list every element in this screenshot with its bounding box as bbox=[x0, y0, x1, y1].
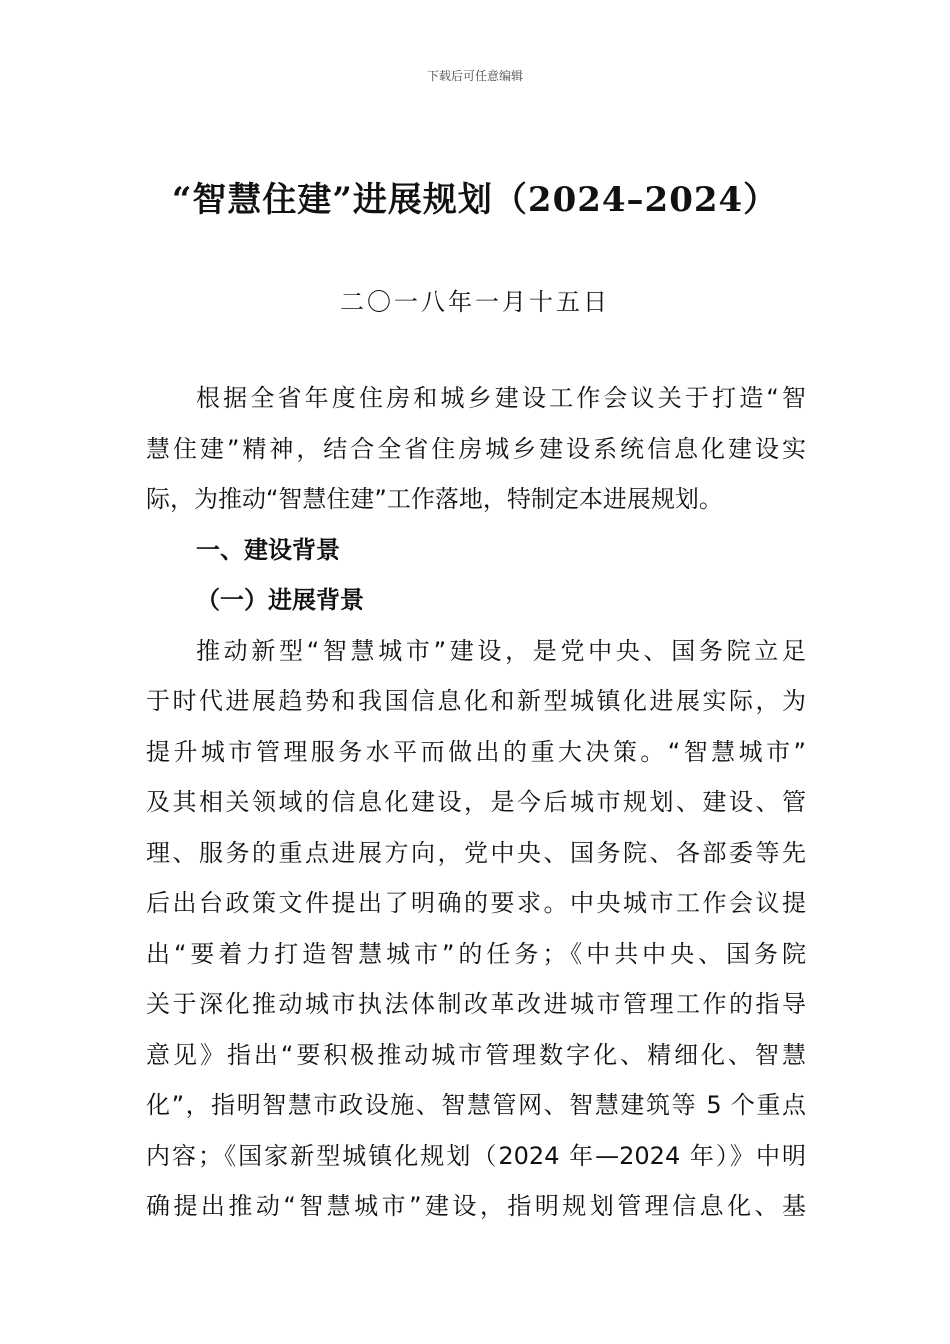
paragraph-line: 际，为推动“智慧住建”工作落地，特制定本进展规划。 bbox=[146, 485, 723, 513]
header-note: 下载后可任意编辑 bbox=[426, 69, 523, 83]
paragraph-line: 于时代进展趋势和我国信息化和新型城镇化进展实际，为 bbox=[146, 687, 806, 715]
document-body bbox=[146, 373, 806, 1232]
paragraph-line: 理、服务的重点进展方向，党中央、国务院、各部委等先 bbox=[146, 838, 806, 867]
paragraph-line: 推动新型“智慧城市”建设，是党中央、国务院立足 bbox=[196, 636, 806, 665]
paragraph-line: 根据全省年度住房和城乡建设工作会议关于打造“智 bbox=[196, 384, 806, 412]
paragraph-line: 意见》指出“要积极推动城市管理数字化、精细化、智慧 bbox=[146, 1040, 806, 1069]
paragraph-line: 出“要着力打造智慧城市”的任务；《中共中央、国务院 bbox=[146, 939, 806, 968]
section-heading: 一、建设背景 bbox=[196, 535, 340, 564]
paragraph-line: 慧住建”精神，结合全省住房城乡建设系统信息化建设实 bbox=[146, 434, 806, 463]
paragraph-line: 内容；《国家新型城镇化规划（2024 年—2024 年）》中明 bbox=[146, 1141, 806, 1170]
paragraph-line: 关于深化推动城市执法体制改革改进城市管理工作的指导 bbox=[146, 990, 806, 1018]
paragraph-line: 化”，指明智慧市政设施、智慧管网、智慧建筑等 5 个重点 bbox=[146, 1091, 806, 1119]
document-date: 二〇一八年一月十五日 bbox=[340, 288, 610, 316]
document-title: “智慧住建”进展规划（2024–2024） bbox=[171, 180, 779, 220]
paragraph-line: 确提出推动“智慧城市”建设，指明规划管理信息化、基 bbox=[146, 1192, 806, 1220]
paragraph-line: 提升城市管理服务水平而做出的重大决策。“智慧城市” bbox=[146, 737, 806, 766]
paragraph-line: 后出台政策文件提出了明确的要求。中央城市工作会议提 bbox=[146, 889, 806, 917]
paragraph-line: 及其相关领域的信息化建设，是今后城市规划、建设、管 bbox=[146, 788, 806, 816]
subsection-heading: （一）进展背景 bbox=[196, 586, 364, 614]
